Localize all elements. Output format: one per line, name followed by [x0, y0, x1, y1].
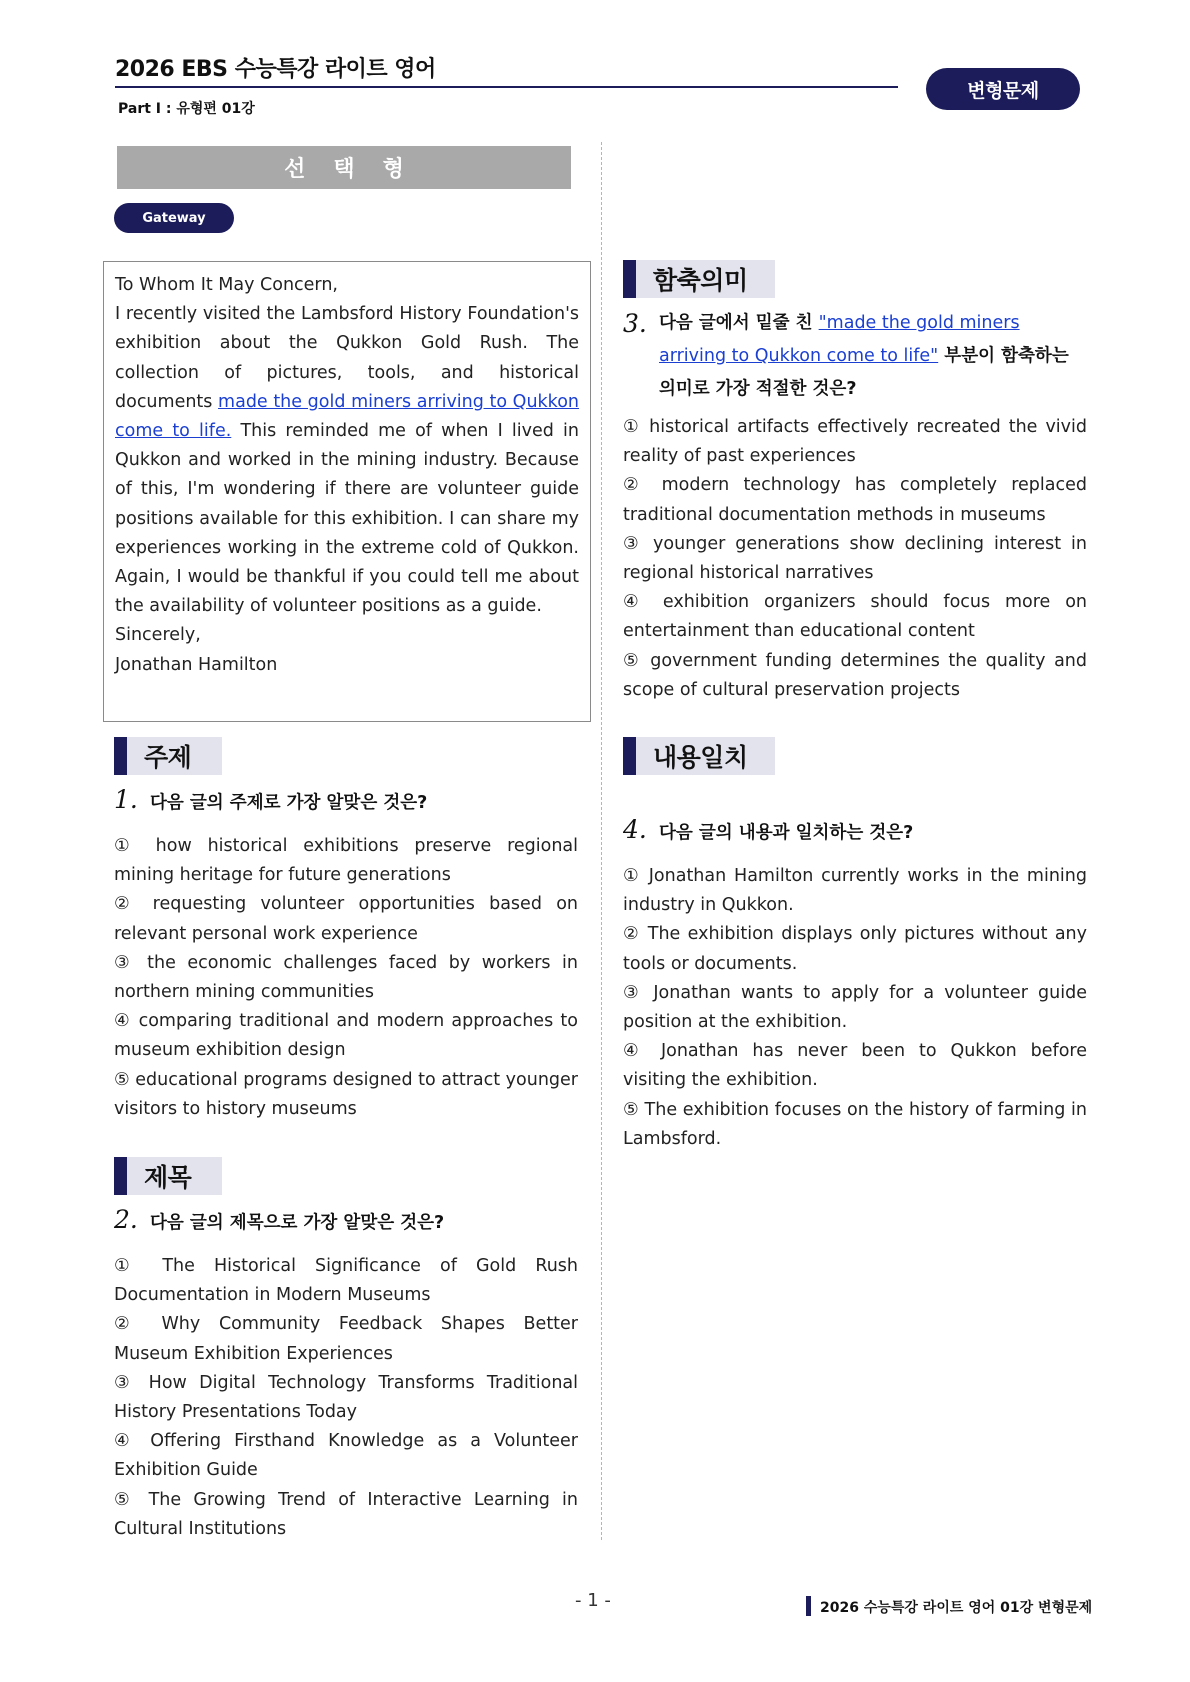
- q1-prompt-line: [114, 785, 592, 814]
- passage-greeting: To Whom It May Concern,: [115, 275, 338, 295]
- tag-bar: [114, 1157, 127, 1195]
- q3-option[interactable]: ③ younger generations show declining interest in regional historical narratives: [623, 533, 1087, 584]
- q2-prompt-line: [114, 1205, 592, 1234]
- footer-bar: [806, 1596, 811, 1616]
- part-label: Part Ⅰ : 유형편 01강: [118, 101, 255, 117]
- passage-underlined-phrase: made the gold miners arriving to Qukkon come to life.: [115, 391, 579, 442]
- q1-option[interactable]: ③ the economic challenges faced by workers in northern mining communities: [114, 952, 578, 1003]
- passage-box: [103, 261, 591, 722]
- q4-tag: [623, 737, 775, 775]
- q4-prompt-line: [623, 815, 1101, 844]
- passage-text-before: I recently visited the Lambsford History Foundation's exhibition about the Qukkon Gold Rush. The collection of pictures, tools, and historical documents: [115, 304, 579, 412]
- q4-tag-label: 내용일치: [653, 743, 748, 772]
- q4-number: 4.: [623, 815, 647, 844]
- header-divider: [115, 86, 898, 88]
- q2-options: [114, 1252, 578, 1544]
- q4-options: [623, 862, 1087, 1154]
- q2-option[interactable]: ③ How Digital Technology Transforms Traditional History Presentations Today: [114, 1372, 578, 1423]
- q1-option[interactable]: ① how historical exhibitions preserve regional mining heritage for future generations: [114, 836, 578, 886]
- q3-prompt-line: [623, 307, 1087, 406]
- q1-number: 1.: [114, 785, 138, 814]
- q4-option[interactable]: ① Jonathan Hamilton currently works in the mining industry in Qukkon.: [623, 866, 1087, 916]
- tag-bar: [623, 260, 636, 298]
- q1-option[interactable]: ④ comparing traditional and modern approaches to museum exhibition design: [114, 1011, 578, 1061]
- q3-tag-label: 함축의미: [653, 266, 748, 295]
- q4-option[interactable]: ⑤ The exhibition focuses on the history of farming in Lambsford.: [623, 1099, 1087, 1149]
- q2-prompt: 다음 글의 제목으로 가장 알맞은 것은?: [150, 1213, 445, 1233]
- section-banner: 선택형: [117, 146, 571, 189]
- q3-quoted-phrase: "made the gold miners arriving to Qukkon come to life": [659, 313, 1020, 366]
- page-number: - 1 -: [575, 1590, 611, 1611]
- passage-body: [115, 300, 579, 621]
- column-divider: [601, 142, 602, 1540]
- q4-option[interactable]: ③ Jonathan wants to apply for a volunteer guide position at the exhibition.: [623, 982, 1087, 1033]
- passage-signature: Jonathan Hamilton: [115, 654, 278, 675]
- q3-option[interactable]: ⑤ government funding determines the quality and scope of cultural preservation projects: [623, 650, 1087, 700]
- q1-options: [114, 832, 578, 1124]
- q3-number: 3.: [623, 309, 647, 338]
- q3-prompt: [659, 307, 1087, 406]
- variant-badge: 변형문제: [926, 68, 1080, 110]
- q1-option[interactable]: ⑤ educational programs designed to attract younger visitors to history museums: [114, 1069, 578, 1119]
- q2-option[interactable]: ② Why Community Feedback Shapes Better Museum Exhibition Experiences: [114, 1314, 578, 1364]
- q3-prompt-before: 다음 글에서 밑줄 친: [659, 313, 819, 333]
- gateway-pill: Gateway: [114, 203, 234, 233]
- q3-option[interactable]: ① historical artifacts effectively recreated the vivid reality of past experiences: [623, 417, 1087, 467]
- q1-prompt: 다음 글의 주제로 가장 알맞은 것은?: [150, 793, 428, 813]
- q2-option[interactable]: ⑤ The Growing Trend of Interactive Learning in Cultural Institutions: [114, 1489, 578, 1539]
- q1-tag: [114, 737, 222, 775]
- tag-bar: [623, 737, 636, 775]
- passage-text-after: This reminded me of when I lived in Qukkon and worked in the mining industry. Because of this, I'm wondering if there are volunteer guide positions available for this exhibition. I can share my experiences working in the extreme cold of Qukkon. Again, I would be thankful if you could tell me about the availability of volunteer positions as a guide.: [115, 421, 579, 617]
- q3-tag: [623, 260, 775, 298]
- q4-option[interactable]: ④ Jonathan has never been to Qukkon before visiting the exhibition.: [623, 1041, 1087, 1091]
- q2-option[interactable]: ① The Historical Significance of Gold Rush Documentation in Modern Museums: [114, 1256, 578, 1306]
- q3-options: [623, 413, 1087, 705]
- q3-option[interactable]: ④ exhibition organizers should focus more on entertainment than educational content: [623, 592, 1087, 642]
- q3-prompt-after: 부분이 함축하는 의미로 가장 적절한 것은?: [659, 346, 1069, 399]
- document-title: 2026 EBS 수능특강 라이트 영어: [115, 57, 436, 82]
- q4-prompt: 다음 글의 내용과 일치하는 것은?: [659, 823, 914, 843]
- q2-tag: [114, 1157, 222, 1195]
- q1-option[interactable]: ② requesting volunteer opportunities based on relevant personal work experience: [114, 894, 578, 944]
- passage-closing: Sincerely,: [115, 625, 201, 646]
- q3-option[interactable]: ② modern technology has completely replaced traditional documentation methods in museums: [623, 475, 1087, 525]
- footer-label: 2026 수능특강 라이트 영어 01강 변형문제: [820, 1600, 1093, 1616]
- q4-option[interactable]: ② The exhibition displays only pictures without any tools or documents.: [623, 924, 1087, 974]
- q1-tag-label: 주제: [144, 743, 192, 772]
- q2-option[interactable]: ④ Offering Firsthand Knowledge as a Volunteer Exhibition Guide: [114, 1431, 578, 1481]
- tag-bar: [114, 737, 127, 775]
- q2-number: 2.: [114, 1205, 138, 1234]
- q2-tag-label: 제목: [144, 1163, 192, 1192]
